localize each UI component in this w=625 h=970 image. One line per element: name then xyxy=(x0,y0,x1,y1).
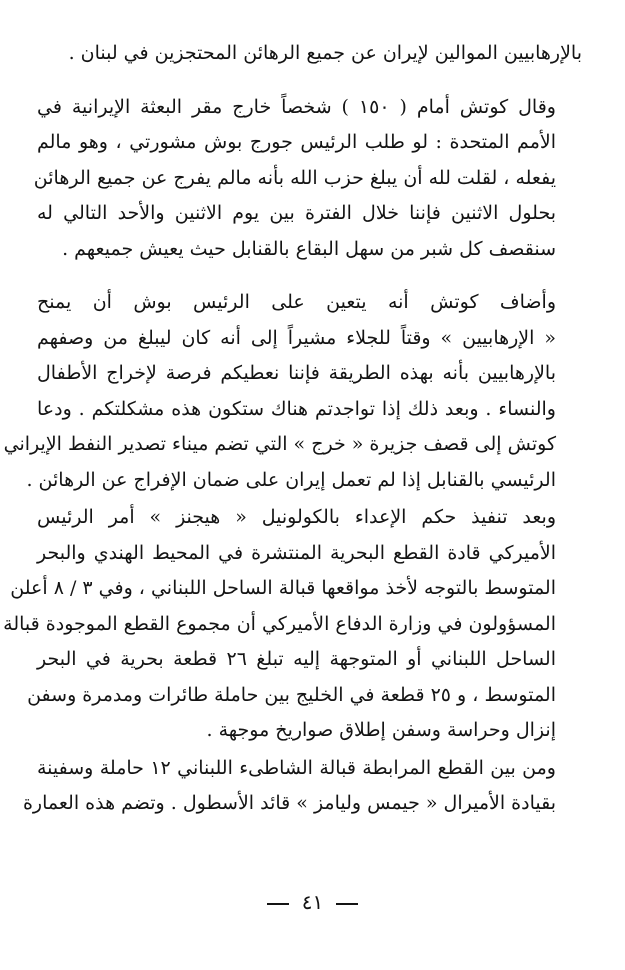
text-line: الرئيسي بالقنابل إذا لم تعمل إيران على ضمان الإفراج عن الرهائن . xyxy=(26,468,556,491)
text-line: وقال كوتش أمام ( ١٥٠ ) شخصاً خارج مقر البعثة الإيرانية في xyxy=(37,95,556,118)
text-line: الساحل اللبناني أو المتوجهة إليه تبلغ ٢٦ قطعة بحرية في البحر xyxy=(37,648,556,670)
text-line: الأميركي قادة القطع البحرية المنتشرة في المحيط الهندي والبحر xyxy=(37,541,556,564)
paragraph-2 xyxy=(33,90,582,268)
text-line: وبعد تنفيذ حكم الإعداء بالكولونيل « هيجنز » أمر الرئيس xyxy=(37,506,556,528)
text-line: وأضاف كوتش أنه يتعين على الرئيس بوش أن يمنح xyxy=(37,291,556,313)
dash-right xyxy=(267,903,289,905)
text-line: بالإرهابيين الموالين لإيران عن جميع الرهائن المحتجزين في لبنان . xyxy=(68,42,582,64)
paragraph-5 xyxy=(22,751,582,822)
paragraph-1 xyxy=(37,36,582,72)
text-line: إنزال وحراسة وسفن إطلاق صواريخ موجهة . xyxy=(206,719,556,741)
text-line: المتوسط ، و ٢٥ قطعة في الخليج بين حاملة طائرات ومدمرة وسفن xyxy=(27,683,556,706)
paragraph-4 xyxy=(3,500,582,749)
text-line: ومن بين القطع المرابطة قبالة الشاطىء اللبناني ١٢ حاملة وسفينة xyxy=(37,756,556,779)
page-number-text: ٤١ xyxy=(301,890,324,914)
text-line: يفعله ، لقلت لله أن يبلغ حزب الله بأنه مالم يفرج عن جميع الرهائن xyxy=(33,166,556,189)
text-line: بقيادة الأميرال « جيمس وليامز » قائد الأسطول . وتضم هذه العمارة xyxy=(22,792,556,814)
text-line: المسؤولون في وزارة الدفاع الأميركي أن مجموع القطع الموجودة قبالة xyxy=(3,612,556,635)
dash-left xyxy=(336,903,358,905)
text-line: كوتش إلى قصف جزيرة « خرج » التي تضم ميناء تصدير النفط الإيراني xyxy=(3,433,556,455)
text-line: المتوسط بالتوجه لأخذ مواقعها قبالة الساحل اللبناني ، وفي ٣ / ٨ أعلن xyxy=(10,577,556,599)
text-line: بحلول الاثنين فإننا خلال الفترة بين يوم الاثنين والأحد التالي له xyxy=(37,202,556,224)
paragraph-3 xyxy=(3,285,582,498)
text-line: سنقصف كل شبر من سهل البقاع بالقنابل حيث يعيش جميعهم . xyxy=(62,237,556,260)
text-line: بالإرهابيين بأنه بهذه الطريقة فإننا نعطيكم فرصة لإخراج الأطفال xyxy=(37,362,556,384)
page-number xyxy=(0,890,625,914)
text-line: « الإرهابيين » وقتاً للجلاء مشيراً إلى أنه كان ليبلغ من وصفهم xyxy=(37,326,556,349)
text-line: الأمم المتحدة : لو طلب الرئيس جورج بوش مشورتي ، وهو مالم xyxy=(37,131,556,153)
text-line: والنساء . وبعد ذلك إذا تواجدتم هناك ستكون هذه مشكلتكم . ودعا xyxy=(37,397,556,420)
